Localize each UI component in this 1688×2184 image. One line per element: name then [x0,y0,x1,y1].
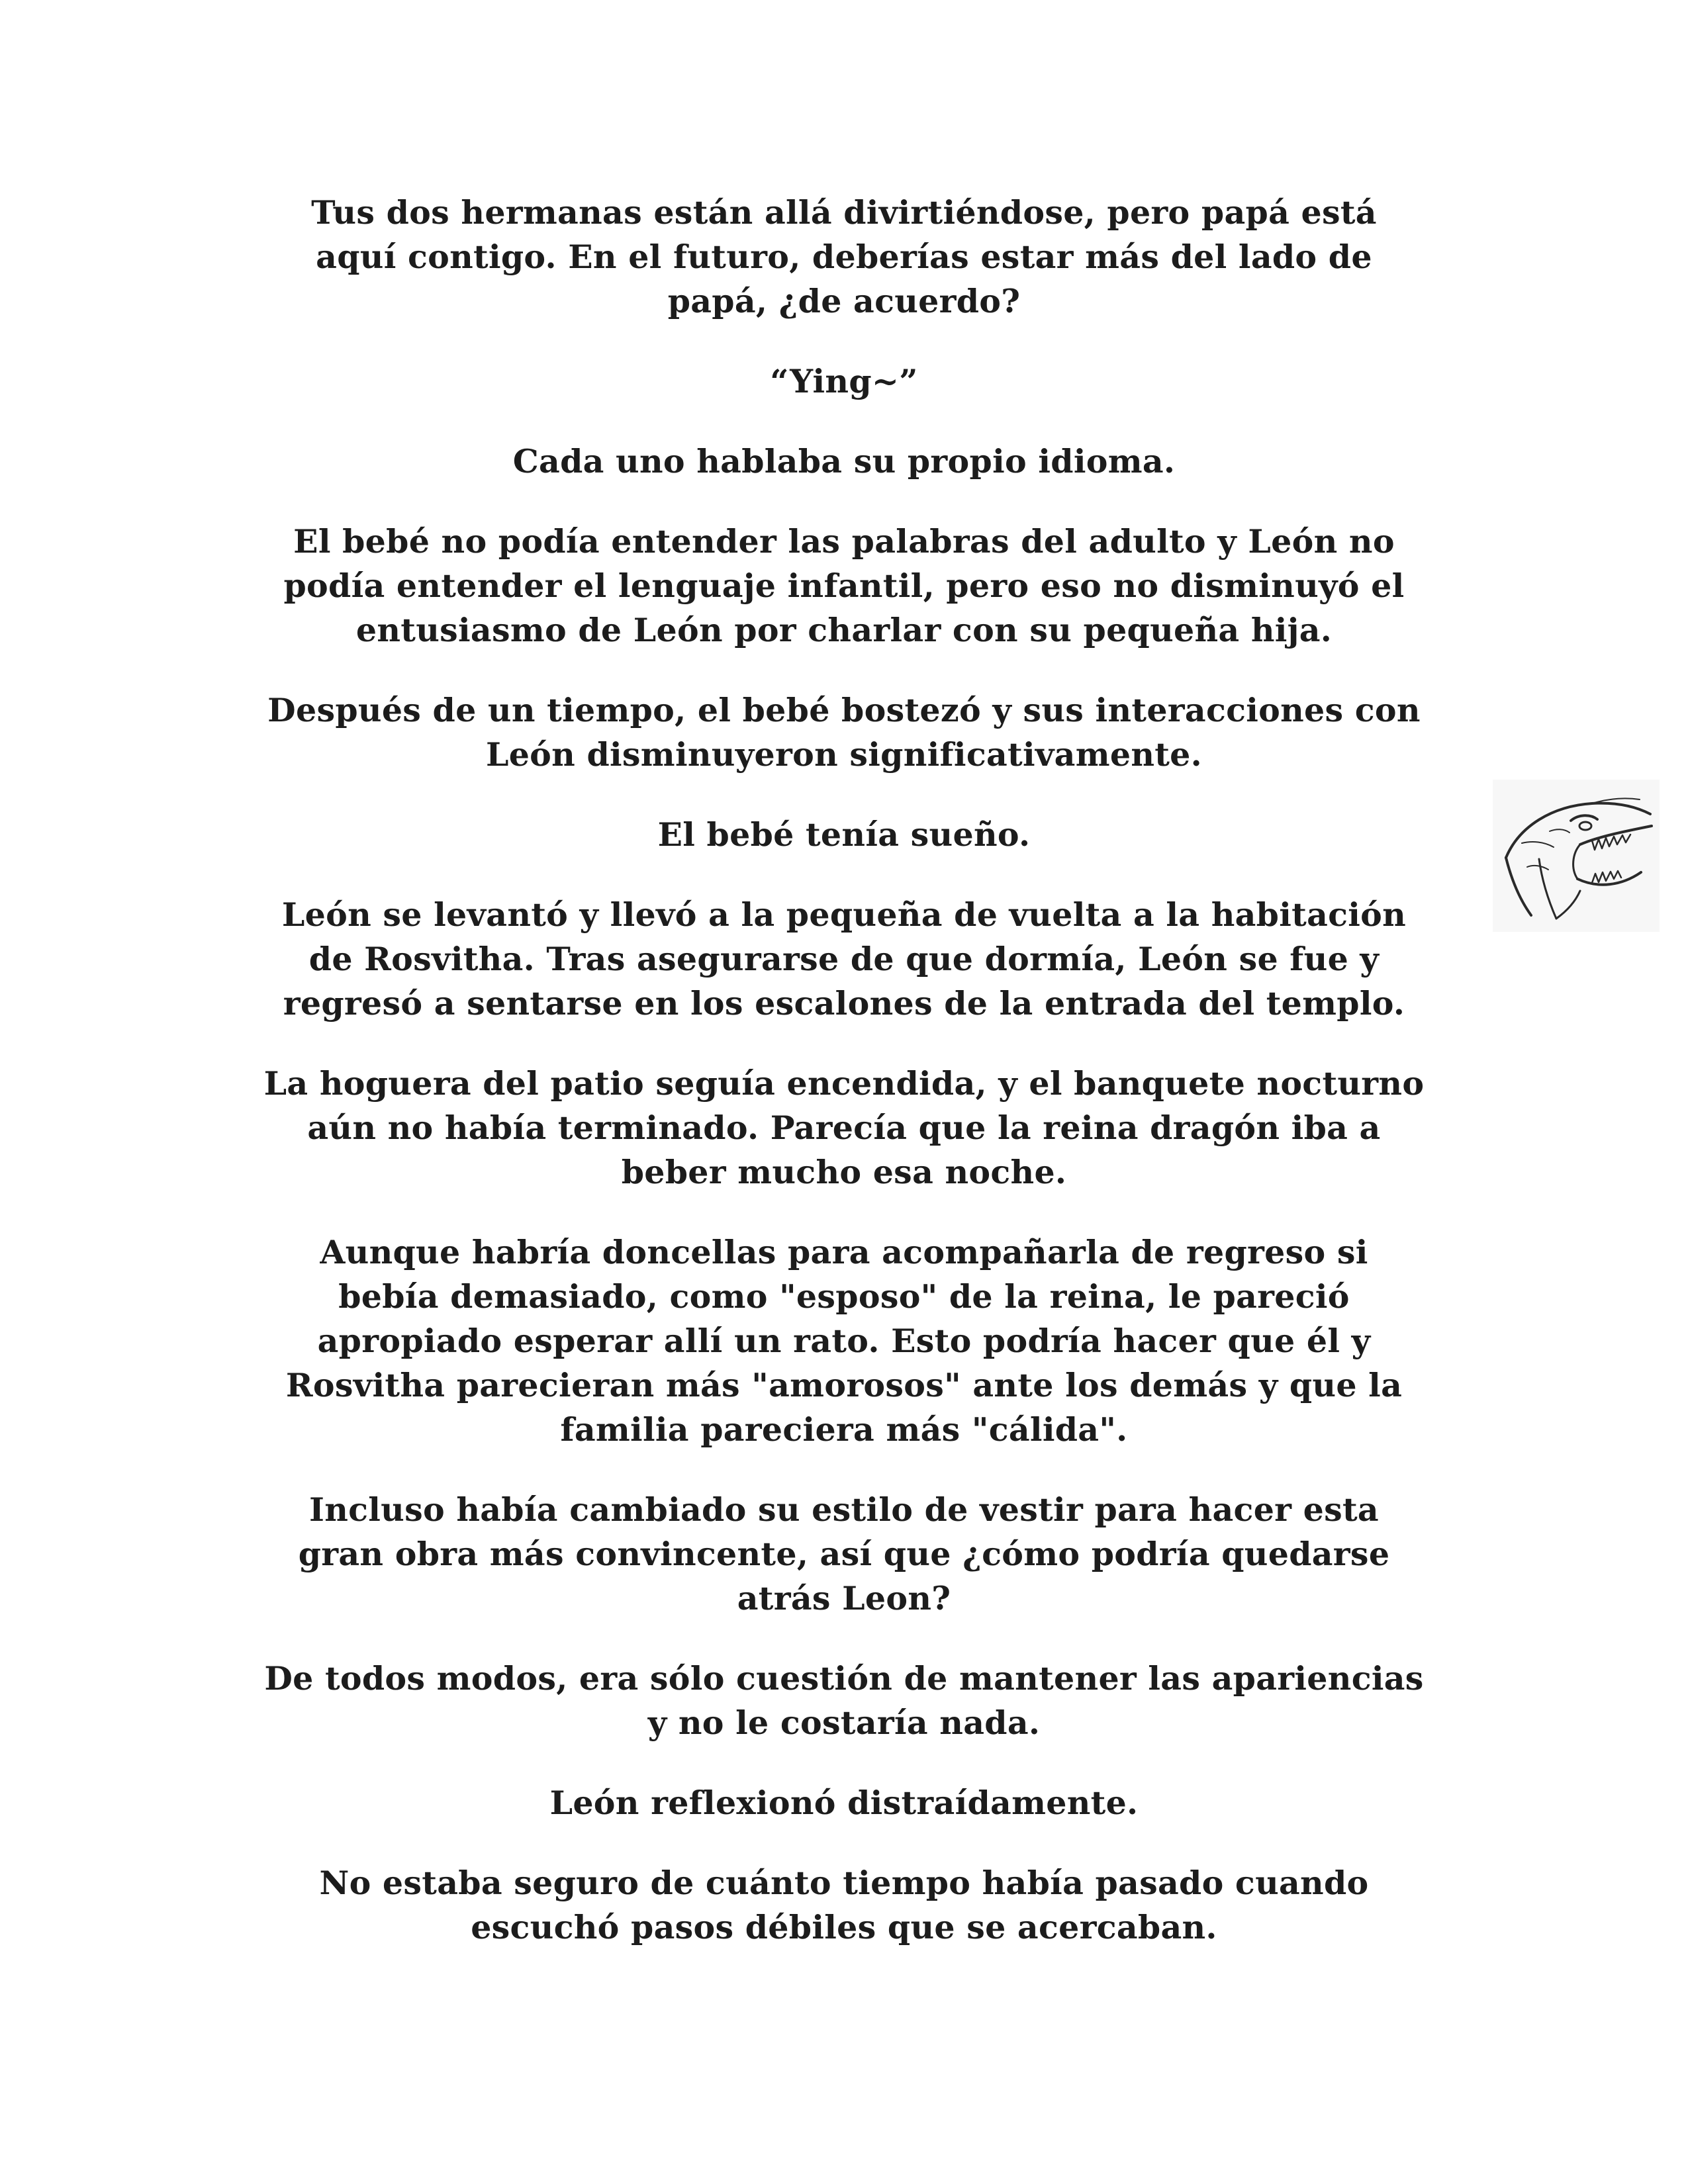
paragraph: Cada uno hablaba su propio idioma. [512,442,1176,480]
paragraph: El bebé no podía entender las palabras del adulto y León no podía entender el lenguaje infantil, pero eso no disminuyó el entusiasmo de León por charlar con su pequeña hija. [283,522,1405,649]
story-text [218,191,1470,1985]
paragraph: Aunque habría doncellas para acompañarla de regreso si bebía demasiado, como "esposo" de la reina, le pareció apropiado esperar allí un rato. Esto podría hacer que él y Rosvitha parecieran más "amorosos" ante los demás y que la familia pareciera más "cálida". [285,1233,1403,1449]
paragraph: Después de un tiempo, el bebé bostezó y sus interacciones con León disminuyeron significativamente. [267,691,1421,774]
dinosaur-head-sketch-icon [1493,780,1660,932]
paragraph: Incluso había cambiado su estilo de vestir para hacer esta gran obra más convincente, así que ¿cómo podría quedarse atrás Leon? [298,1490,1390,1617]
paragraph: Tus dos hermanas están allá divirtiéndose, pero papá está aquí contigo. En el futuro, deberías estar más del lado de papá, ¿de acuerdo? [311,193,1377,320]
paragraph: “Ying~” [770,362,918,400]
paragraph: De todos modos, era sólo cuestión de mantener las apariencias y no le costaría nada. [264,1659,1424,1742]
paragraph: León reflexionó distraídamente. [549,1784,1139,1822]
paragraph: El bebé tenía sueño. [657,815,1031,854]
paragraph: No estaba seguro de cuánto tiempo había pasado cuando escuchó pasos débiles que se acercaban. [319,1864,1369,1946]
paragraph: León se levantó y llevó a la pequeña de vuelta a la habitación de Rosvitha. Tras asegurarse de que dormía, León se fue y regresó a sentarse en los escalones de la entrada del templo. [281,895,1407,1023]
paragraph: La hoguera del patio seguía encendida, y el banquete nocturno aún no había terminado. Parecía que la reina dragón iba a beber mucho esa noche. [263,1064,1425,1191]
